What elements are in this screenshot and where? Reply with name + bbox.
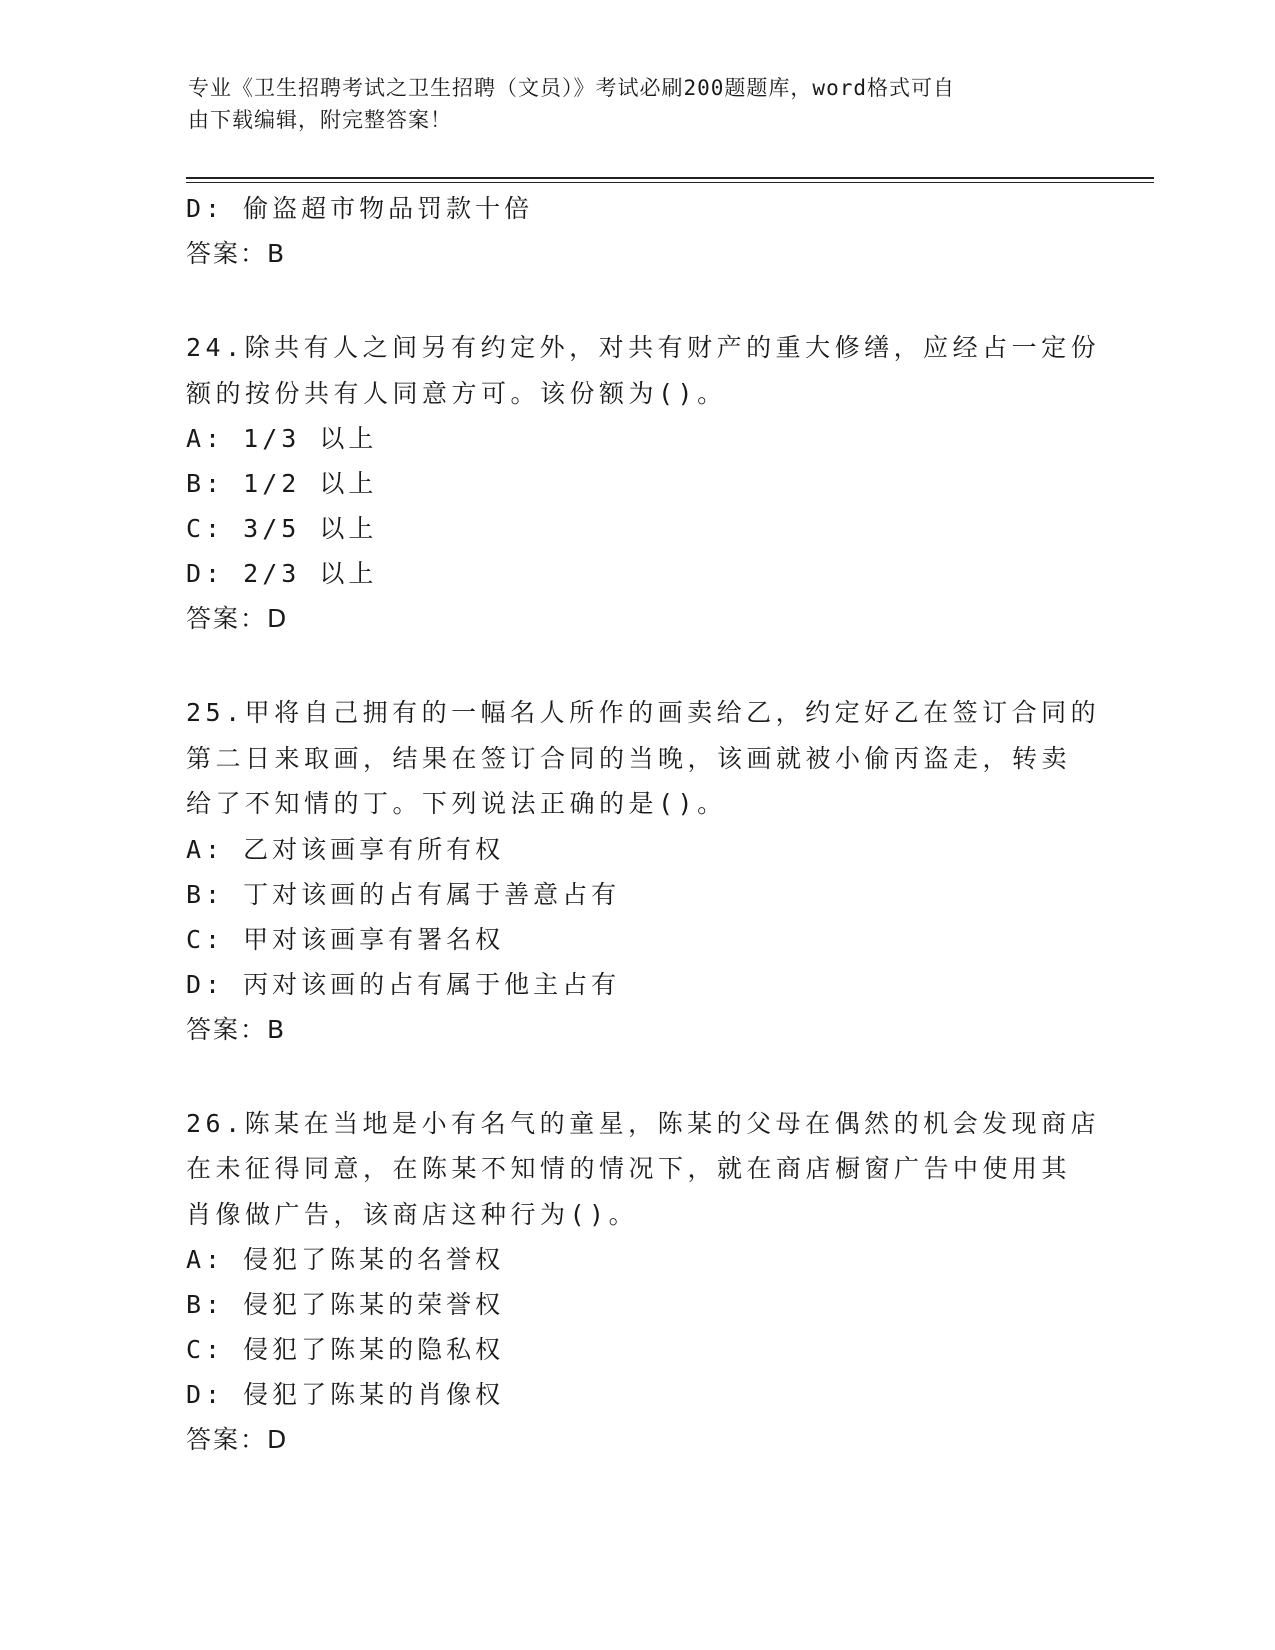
- question-stem-line: 肖像做广告，该商店这种行为()。: [186, 1199, 639, 1229]
- question-24: [186, 325, 1101, 641]
- option-d: D: 侵犯了陈某的肖像权: [186, 1380, 505, 1409]
- answer-line: 答案：B: [186, 239, 287, 268]
- question-stem-line: 给了不知情的丁。下列说法正确的是()。: [186, 789, 727, 818]
- header-line-1: 专业《卫生招聘考试之卫生招聘（文员）》考试必刷200题题库，word格式可自: [188, 76, 955, 100]
- option-b: B: 侵犯了陈某的荣誉权: [186, 1290, 505, 1319]
- question-stem-line: 在未征得同意，在陈某不知情的情况下，就在商店橱窗广告中使用其: [186, 1154, 1072, 1183]
- question-stem-line: 26.陈某在当地是小有名气的童星，陈某的父母在偶然的机会发现商店: [186, 1108, 1101, 1138]
- spacer: [186, 641, 1086, 690]
- question-stem-line: 25.甲将自己拥有的一幅名人所作的画卖给乙，约定好乙在签订合同的: [186, 698, 1101, 727]
- question-stem-line: 24.除共有人之间另有约定外，对共有财产的重大修缮，应经占一定份: [186, 333, 1101, 362]
- answer-line: 答案：D: [186, 604, 289, 633]
- option-d: D: 2/3 以上: [186, 559, 378, 588]
- spacer: [186, 1052, 1086, 1101]
- option-d: D: 丙对该画的占有属于他主占有: [186, 969, 621, 999]
- option-b: B: 丁对该画的占有属于善意占有: [186, 879, 621, 909]
- option-c: C: 3/5 以上: [186, 514, 378, 543]
- page-header: [188, 72, 1068, 136]
- answer-line: 答案：D: [186, 1425, 289, 1454]
- question-fragment: [186, 186, 1086, 276]
- option-d: D: 偷盗超市物品罚款十倍: [186, 194, 534, 223]
- option-c: C: 侵犯了陈某的隐私权: [186, 1335, 505, 1364]
- question-list: [186, 186, 1101, 1462]
- option-b: B: 1/2 以上: [186, 469, 378, 498]
- header-divider-thick: [186, 177, 1154, 179]
- spacer: [186, 276, 1086, 325]
- option-c: C: 甲对该画享有署名权: [186, 924, 505, 954]
- answer-line: 答案：B: [186, 1014, 287, 1044]
- option-a: A: 侵犯了陈某的名誉权: [186, 1245, 505, 1274]
- question-stem-line: 第二日来取画，结果在签订合同的当晚，该画就被小偷丙盗走，转卖: [186, 743, 1072, 773]
- option-a: A: 乙对该画享有所有权: [186, 834, 505, 864]
- question-26: [186, 1101, 1101, 1463]
- question-25: [186, 690, 1101, 1052]
- header-divider-thin: [186, 182, 1154, 183]
- option-a: A: 1/3 以上: [186, 424, 378, 453]
- header-line-2: 由下载编辑，附完整答案！: [188, 108, 452, 132]
- question-stem-line: 额的按份共有人同意方可。该份额为()。: [186, 378, 727, 408]
